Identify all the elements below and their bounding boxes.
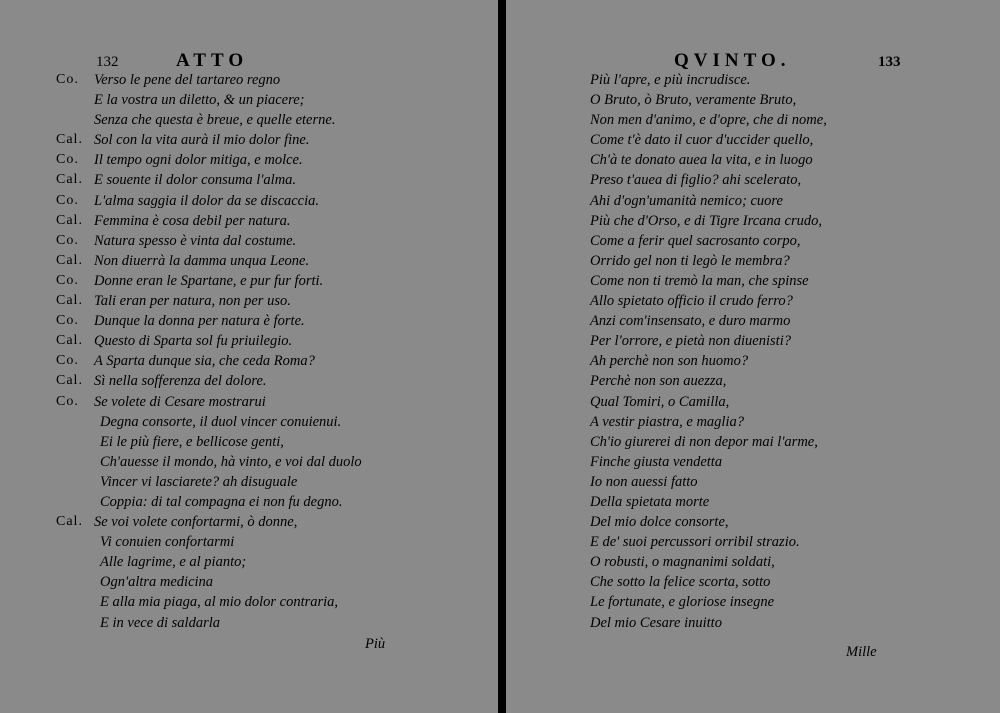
verse-text: Vi conuien confortarmi: [100, 534, 235, 551]
verse-line: [590, 432, 990, 452]
speaker-label: Co.: [56, 272, 79, 288]
right-verse-lines: [590, 70, 990, 633]
left-page-number: 132: [96, 54, 119, 70]
verse-line: [56, 613, 486, 633]
verse-line: [590, 291, 990, 311]
verse-line: [590, 150, 990, 170]
right-page-number: 133: [878, 54, 901, 70]
verse-line: [56, 331, 486, 351]
verse-text: Per l'orrore, e pietà non diuenisti?: [590, 333, 791, 350]
verse-text: Non diuerrà la damma unqua Leone.: [94, 252, 310, 269]
verse-text: Alle lagrime, e al pianto;: [100, 554, 247, 571]
speaker-label: Co.: [56, 152, 79, 168]
verse-text: Orrido gel non ti legò le membra?: [590, 252, 790, 269]
verse-line: [590, 90, 990, 110]
verse-line: [590, 251, 990, 271]
verse-text: E souente il dolor consuma l'alma.: [94, 172, 297, 189]
verse-text: O robusti, o magnanimi soldati,: [590, 554, 775, 571]
verse-line: [590, 472, 990, 492]
verse-line: [590, 70, 990, 90]
speaker-label: Cal.: [56, 293, 83, 309]
verse-line: [56, 492, 486, 512]
verse-line: [56, 512, 486, 532]
verse-line: [56, 392, 486, 412]
verse-text: Se voi volete confortarmi, ò donne,: [94, 514, 298, 531]
verse-line: [56, 572, 486, 592]
speaker-label: Co.: [56, 393, 79, 409]
verse-line: [56, 351, 486, 371]
verse-text: Come t'è dato il cuor d'uccider quello,: [590, 132, 814, 149]
speaker-label: Cal.: [56, 514, 83, 530]
verse-line: [590, 211, 990, 231]
verse-line: [590, 532, 990, 552]
verse-text: Se volete di Cesare mostrarui: [94, 393, 266, 410]
verse-line: [56, 532, 486, 552]
verse-line: [56, 472, 486, 492]
verse-line: [590, 572, 990, 592]
verse-text: Ei le più fiere, e bellicose genti,: [100, 433, 284, 450]
left-page: [0, 0, 498, 713]
verse-line: [56, 170, 486, 190]
verse-line: [590, 331, 990, 351]
right-catchword: Mille: [846, 644, 877, 660]
verse-text: E de' suoi percussori orribil strazio.: [590, 534, 800, 551]
verse-text: Come a ferir quel sacrosanto corpo,: [590, 232, 801, 249]
verse-text: Sì nella sofferenza del dolore.: [94, 373, 267, 390]
speaker-label: Co.: [56, 353, 79, 369]
verse-text: Del mio Cesare inuitto: [590, 614, 722, 631]
verse-line: [590, 170, 990, 190]
speaker-label: Cal.: [56, 252, 83, 268]
verse-line: [590, 191, 990, 211]
right-page: [506, 0, 1000, 713]
verse-text: Tali eran per natura, non per uso.: [94, 293, 291, 310]
speaker-label: Cal.: [56, 132, 83, 148]
left-verse-lines: [56, 70, 486, 633]
verse-line: [590, 512, 990, 532]
verse-text: Più che d'Orso, e di Tigre Ircana crudo,: [590, 212, 822, 229]
speaker-label: Cal.: [56, 212, 83, 228]
verse-text: Preso t'auea di figlio? ahi scelerato,: [590, 172, 802, 189]
verse-text: E in vece di saldarla: [100, 614, 221, 631]
left-catchword: Più: [365, 636, 386, 652]
verse-line: [590, 613, 990, 633]
speaker-label: Cal.: [56, 172, 83, 188]
verse-text: Degna consorte, il duol vincer conuienui.: [100, 413, 342, 430]
verse-text: Della spietata morte: [590, 493, 710, 510]
verse-text: Sol con la vita aurà il mio dolor fine.: [94, 132, 310, 149]
verse-line: [56, 211, 486, 231]
verse-text: Del mio dolce consorte,: [590, 514, 729, 531]
verse-text: A vestir piastra, e maglia?: [590, 413, 744, 430]
verse-text: Donne eran le Spartane, e pur fur forti.: [94, 272, 324, 289]
verse-text: Le fortunate, e gloriose insegne: [590, 594, 775, 611]
verse-line: [56, 432, 486, 452]
verse-text: Coppia: di tal compagna ei non fu degno.: [100, 493, 343, 510]
verse-text: Ch'auesse il mondo, hà vinto, e voi dal duolo: [100, 453, 362, 470]
verse-line: [590, 492, 990, 512]
verse-text: Ogn'altra medicina: [100, 574, 214, 591]
book-gutter: [498, 0, 506, 713]
verse-text: L'alma saggia il dolor da se discaccia.: [94, 192, 320, 209]
verse-line: [56, 191, 486, 211]
left-running-head: ATTO: [176, 50, 249, 71]
verse-text: Ch'io giurerei di non depor mai l'arme,: [590, 433, 818, 450]
verse-text: Non men d'animo, e d'opre, che di nome,: [590, 112, 827, 129]
verse-text: Verso le pene del tartareo regno: [94, 72, 281, 88]
verse-line: [56, 130, 486, 150]
verse-line: [56, 452, 486, 472]
verse-text: Questo di Sparta sol fu priuilegio.: [94, 333, 293, 350]
verse-line: [56, 412, 486, 432]
verse-line: [590, 231, 990, 251]
verse-line: [56, 231, 486, 251]
verse-text: Allo spietato officio il crudo ferro?: [590, 293, 793, 310]
verse-text: A Sparta dunque sia, che ceda Roma?: [94, 353, 315, 370]
speaker-label: Cal.: [56, 373, 83, 389]
verse-line: [590, 452, 990, 472]
verse-line: [590, 311, 990, 331]
verse-text: Ch'à te donato auea la vita, e in luogo: [590, 152, 813, 169]
verse-text: Io non auessi fatto: [590, 473, 698, 490]
speaker-label: Co.: [56, 313, 79, 329]
verse-line: [590, 592, 990, 612]
verse-line: [590, 110, 990, 130]
verse-text: Il tempo ogni dolor mitiga, e molce.: [94, 152, 303, 169]
verse-text: E alla mia piaga, al mio dolor contraria,: [100, 594, 339, 611]
speaker-label: Cal.: [56, 333, 83, 349]
speaker-label: Co.: [56, 72, 79, 87]
verse-text: Vincer vi lasciarete? ah disuguale: [100, 473, 298, 490]
verse-line: [590, 371, 990, 391]
verse-text: Ah perchè non son huomo?: [590, 353, 749, 370]
verse-text: Che sotto la felice scorta, sotto: [590, 574, 771, 591]
verse-line: [56, 311, 486, 331]
verse-line: [56, 291, 486, 311]
verse-text: Senza che questa è breue, e quelle eterne.: [94, 112, 336, 129]
verse-text: Femmina è cosa debil per natura.: [94, 212, 291, 229]
right-running-head: QVINTO.: [674, 50, 791, 71]
verse-line: [56, 552, 486, 572]
verse-text: Qual Tomiri, o Camilla,: [590, 393, 730, 410]
verse-text: Dunque la donna per natura è forte.: [94, 313, 305, 330]
verse-text: Anzi com'insensato, e duro marmo: [590, 313, 791, 330]
verse-text: Come non ti tremò la man, che spinse: [590, 272, 809, 289]
speaker-label: Co.: [56, 232, 79, 248]
verse-line: [56, 592, 486, 612]
verse-text: O Bruto, ò Bruto, veramente Bruto,: [590, 92, 797, 109]
speaker-label: Co.: [56, 192, 79, 208]
verse-line: [56, 70, 486, 90]
verse-line: [56, 150, 486, 170]
verse-line: [56, 371, 486, 391]
verse-line: [56, 251, 486, 271]
verse-text: Più l'apre, e più incrudisce.: [590, 72, 751, 88]
verse-line: [590, 271, 990, 291]
verse-line: [56, 110, 486, 130]
verse-line: [590, 351, 990, 371]
verse-text: Perchè non son auezza,: [590, 373, 727, 390]
verse-line: [590, 130, 990, 150]
verse-line: [590, 412, 990, 432]
verse-line: [590, 552, 990, 572]
verse-text: Finche giusta vendetta: [590, 453, 723, 470]
verse-line: [56, 90, 486, 110]
verse-line: [590, 392, 990, 412]
verse-text: E la vostra un diletto, & un piacere;: [94, 92, 305, 109]
verse-text: Natura spesso è vinta dal costume.: [94, 232, 297, 249]
verse-line: [56, 271, 486, 291]
verse-text: Ahi d'ogn'umanità nemico; cuore: [590, 192, 783, 209]
